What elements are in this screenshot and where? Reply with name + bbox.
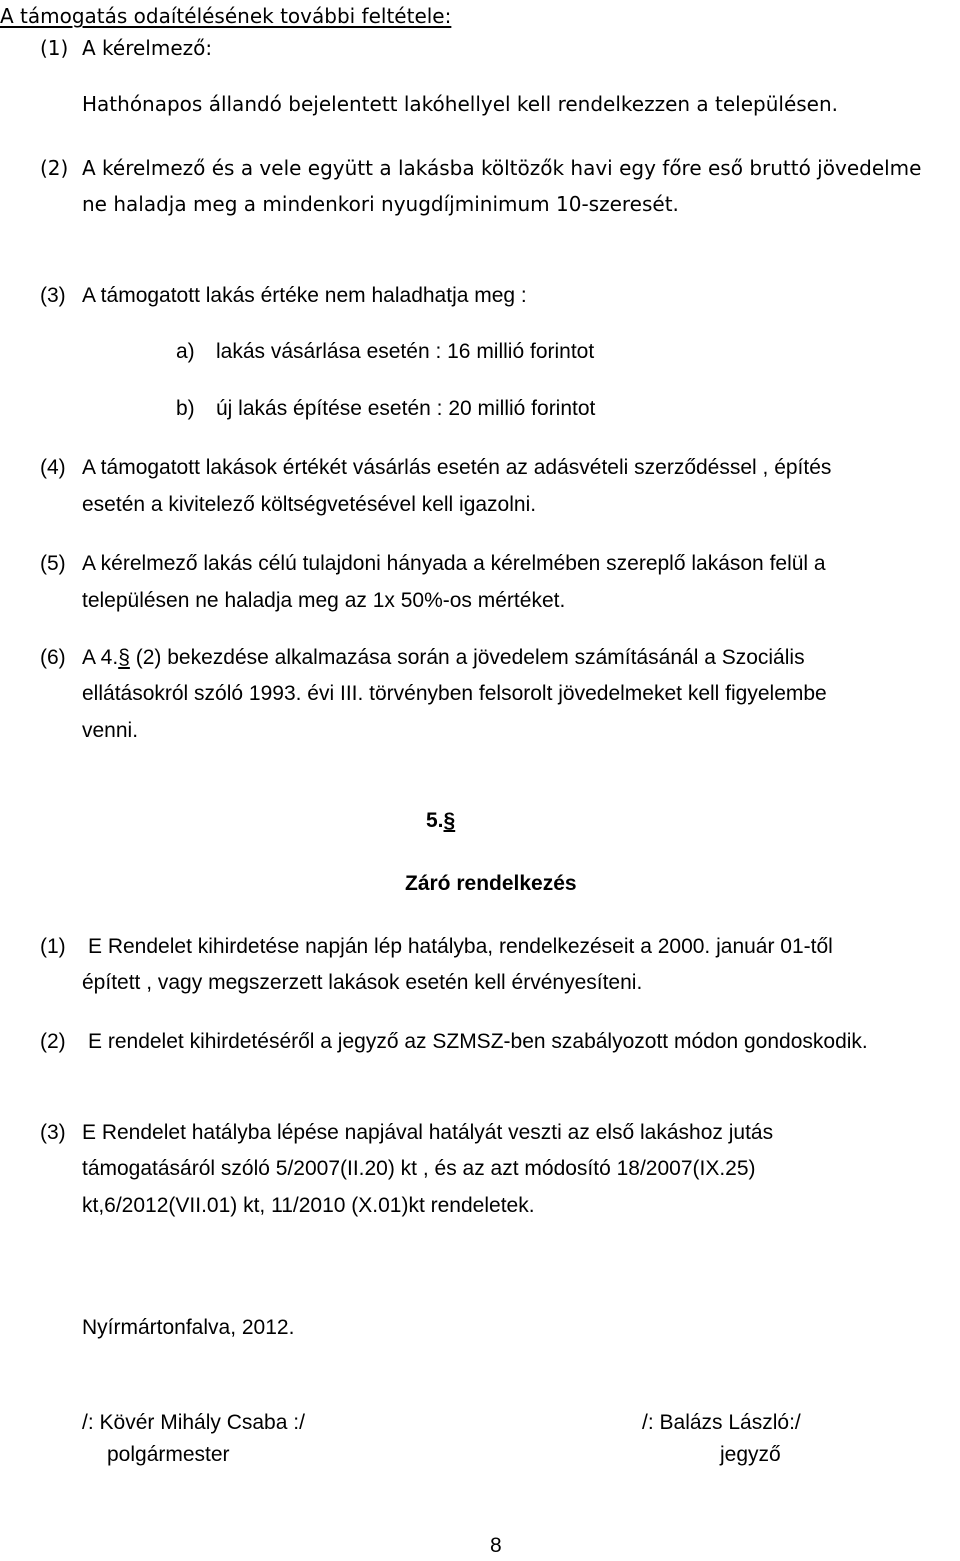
p2-number: (2) (40, 156, 69, 180)
p2-line1: A kérelmező és a vele együtt a lakásba költözők havi egy főre eső bruttó jövedelme (82, 156, 922, 180)
section5-sign-icon: § (443, 809, 456, 832)
p3-b-text: új lakás építése esetén : 20 millió forintot (216, 397, 596, 420)
page-number: 8 (490, 1534, 502, 1557)
p6-number: (6) (40, 646, 66, 669)
p3-number: (3) (40, 284, 66, 307)
p6-line1-a: A 4. (82, 646, 119, 669)
z3-line1: E Rendelet hatályba lépése napjával hatályát veszti az első lakáshoz jutás (82, 1121, 774, 1144)
p3-b-label: b) (176, 397, 195, 420)
signature-left-title: polgármester (107, 1443, 230, 1466)
p4-line1: A támogatott lakások értékét vásárlás esetén az adásvételi szerződéssel , építés (82, 456, 832, 479)
p6-line3: venni. (82, 719, 139, 742)
z1-number: (1) (40, 935, 66, 958)
p1-sub: Hathónapos állandó bejelentett lakóhellyel kell rendelkezzen a településen. (82, 92, 839, 116)
section-sign-icon: § (118, 646, 130, 669)
z2-number: (2) (40, 1030, 66, 1053)
section5-title: Záró rendelkezés (405, 872, 577, 895)
p6-line1 (82, 645, 805, 671)
p5-line1: A kérelmező lakás célú tulajdoni hányada a kérelmében szereplő lakáson felül a (82, 552, 826, 575)
section-heading: A támogatás odaítélésének további feltétele: (0, 4, 452, 28)
p4-number: (4) (40, 456, 66, 479)
p3-a-text: lakás vásárlása esetén : 16 millió forintot (216, 340, 595, 363)
p1-number: (1) (40, 36, 69, 60)
signature-right-name: /: Balázs László:/ (642, 1411, 801, 1434)
z1-line2: épített , vagy megszerzett lakások esetén kell érvényesíteni. (82, 971, 643, 994)
z3-number: (3) (40, 1121, 66, 1144)
z3-line3: kt,6/2012(VII.01) kt, 11/2010 (X.01)kt rendeletek. (82, 1194, 535, 1217)
p5-number: (5) (40, 552, 66, 575)
section5-num-text: 5. (426, 809, 444, 832)
p3-a-label: a) (176, 340, 195, 363)
signature-right-title: jegyző (720, 1443, 781, 1466)
p2-line2: ne haladja meg a mindenkori nyugdíjminimum 10-szeresét. (82, 192, 679, 216)
section5-number (426, 808, 455, 834)
signature-left-name: /: Kövér Mihály Csaba :/ (82, 1411, 305, 1434)
p1-text: A kérelmező: (82, 36, 213, 60)
place-date: Nyírmártonfalva, 2012. (82, 1316, 295, 1339)
p3-text: A támogatott lakás értéke nem haladhatja meg : (82, 284, 527, 307)
p5-line2: településen ne haladja meg az 1x 50%-os mértéket. (82, 589, 566, 612)
p6-line2: ellátásokról szóló 1993. évi III. törvényben felsorolt jövedelmeket kell figyelembe (82, 682, 827, 705)
p6-line1-b: (2) bekezdése alkalmazása során a jövedelem számításánál a Szociális (135, 646, 805, 669)
z3-line2: támogatásáról szóló 5/2007(II.20) kt , és az azt módosító 18/2007(IX.25) (82, 1157, 756, 1180)
z2-line1: E rendelet kihirdetéséről a jegyző az SZMSZ-ben szabályozott módon gondoskodik. (88, 1030, 868, 1053)
z1-line1: E Rendelet kihirdetése napján lép hatályba, rendelkezéseit a 2000. január 01-től (88, 935, 833, 958)
p4-line2: esetén a kivitelező költségvetésével kell igazolni. (82, 493, 537, 516)
